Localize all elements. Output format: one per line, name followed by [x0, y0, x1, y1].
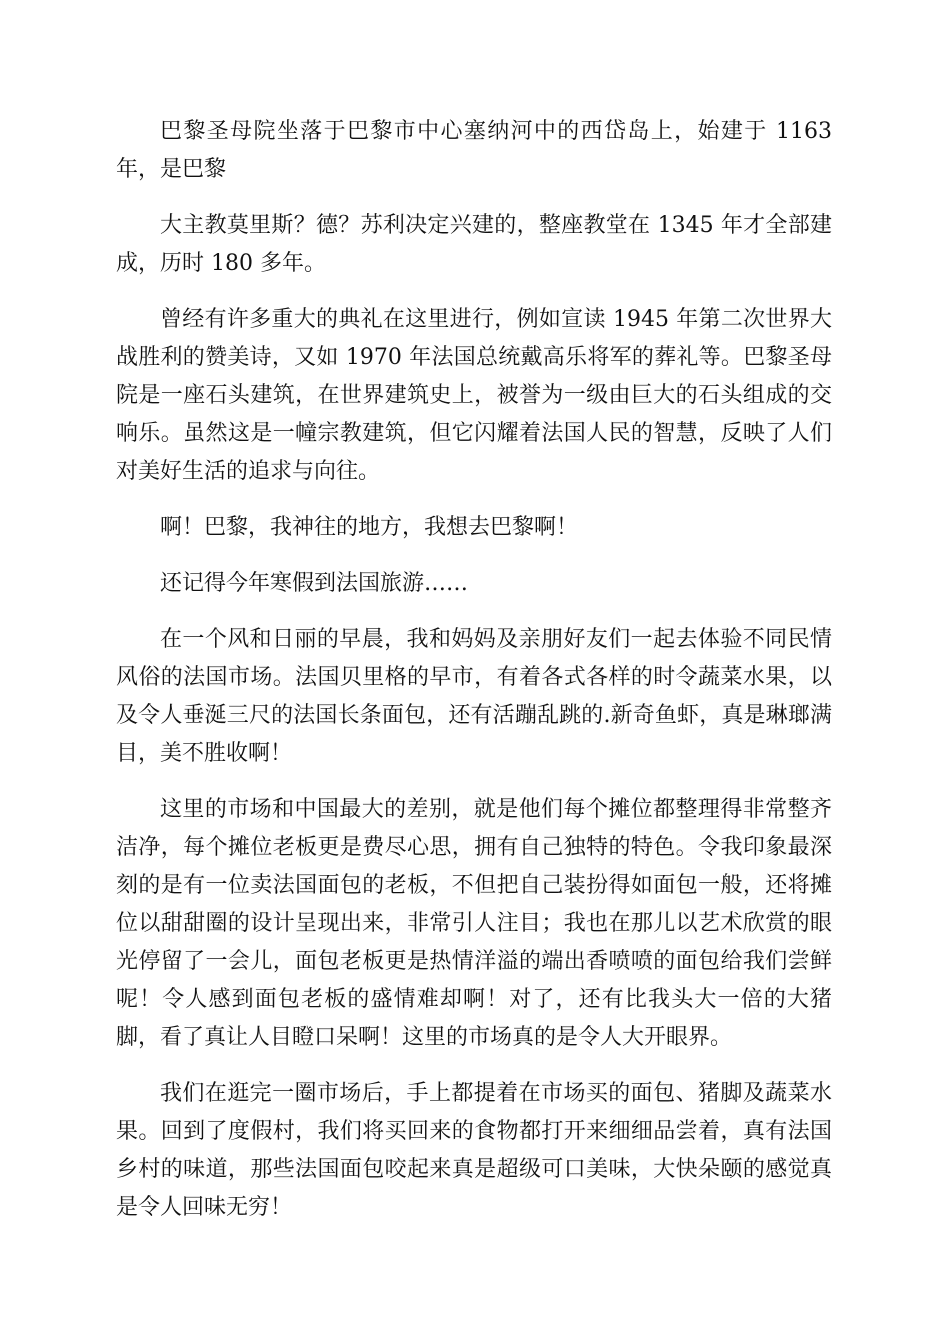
paragraph-longing: 啊！巴黎，我神往的地方，我想去巴黎啊！ — [160, 515, 579, 540]
paragraph-winter-trip: 还记得今年寒假到法国旅游…… — [160, 571, 469, 596]
paragraph-market-differences: 这里的市场和中国最大的差别，就是他们每个摊位都整理得非常整齐洁净，每个摊位老板更是费尽心思，拥有自己独特的特色。令我印象最深刻的是有一位卖法国面包的老板，不但把自己装扮得如面包一般，还将摊位以甜甜圈的设计呈现出来，非常引人注目；我也在那儿以艺术欣赏的眼光停留了一会儿，面包老板更是热情洋溢的端出香喷喷的面包给我们尝鲜呢！令人感到面包老板的盛情难却啊！对了，还有比我头大一倍的大猪脚，看了真让人目瞪口呆啊！这里的市场真的是令人大开眼界。 — [116, 797, 832, 1050]
document-body — [116, 113, 839, 1245]
paragraph-construction-history: 大主教莫里斯？德？苏利决定兴建的，整座教堂在 1345 年才全部建成，历时 180 多年。 — [116, 213, 832, 276]
paragraph-notre-dame-location: 巴黎圣母院坐落于巴黎市中心塞纳河中的西岱岛上，始建于 1163 年，是巴黎 — [116, 119, 839, 182]
paragraph-morning-market: 在一个风和日丽的早晨，我和妈妈及亲朋好友们一起去体验不同民情风俗的法国市场。法国贝里格的早市，有着各式各样的时令蔬菜水果，以及令人垂涎三尺的法国长条面包，还有活蹦乱跳的.新奇鱼虾，真是琳瑯满目，美不胜收啊！ — [116, 627, 832, 766]
paragraph-ceremonies: 曾经有许多重大的典礼在这里进行，例如宣读 1945 年第二次世界大战胜利的赞美诗，又如 1970 年法国总统戴高乐将军的葬礼等。巴黎圣母院是一座石头建筑，在世界建筑史上，被誉为一级由巨大的石头组成的交响乐。虽然这是一幢宗教建筑，但它闪耀着法国人民的智慧，反映了人们对美好生活的追求与向往。 — [116, 307, 832, 484]
paragraph-tasting-food: 我们在逛完一圈市场后，手上都提着在市场买的面包、猪脚及蔬菜水果。回到了度假村，我们将买回来的食物都打开来细细品尝着，真有法国乡村的味道，那些法国面包咬起来真是超级可口美味，大快朵颐的感觉真是令人回味无穷！ — [116, 1081, 832, 1220]
